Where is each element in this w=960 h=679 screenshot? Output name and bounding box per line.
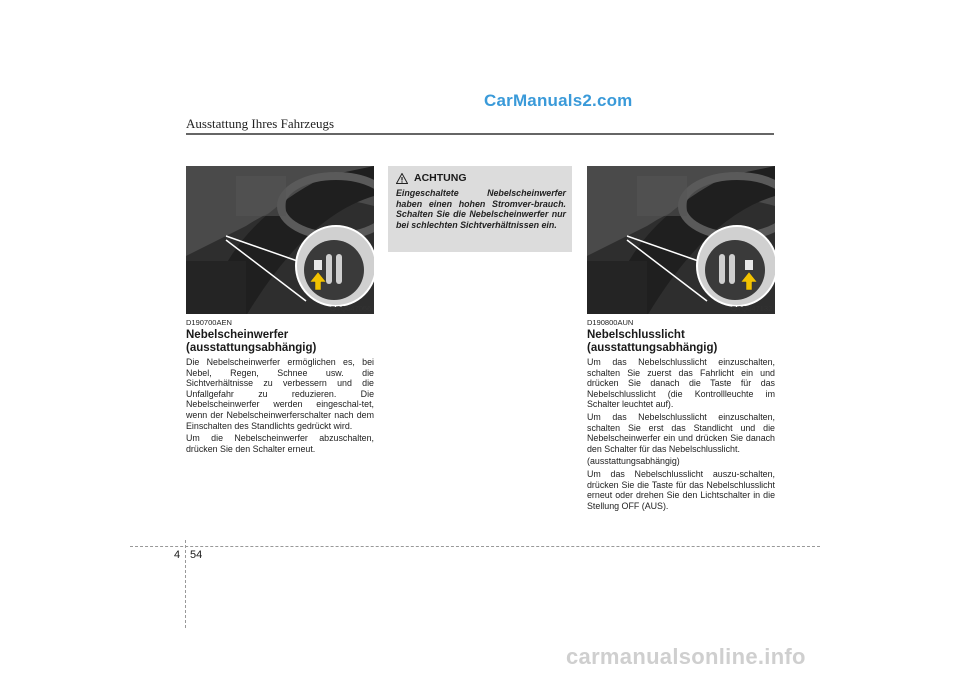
page-header-title: Ausstattung Ihres Fahrzeugs — [186, 116, 335, 131]
warning-box — [388, 166, 572, 252]
heading-line-2: (ausstattungsabhängig) — [587, 341, 718, 354]
paragraph: Um das Nebelschlusslicht einzuschalten, schalten Sie zuerst das Fahrlicht ein und drücken Sie danach die Taste für das Nebelschlusslicht (die Kontrollleuchte im Schalter leuchtet auf). — [587, 357, 775, 410]
paragraph: Die Nebelscheinwerfer ermöglichen es, bei Nebel, Regen, Schnee usw. die Sichtverhältnisse zu verbessern und die Unfallgefahr zu reduzieren. Die Nebelscheinwerfer werden eingeschal-tet, wenn der Nebelscheinwerferschalter nach dem Einschalten des Standlichts gedrückt wird. — [186, 357, 374, 431]
warning-title: ACHTUNG — [414, 172, 467, 184]
warning-title-row — [396, 172, 467, 184]
footer-divider — [130, 546, 820, 547]
section-heading — [186, 329, 374, 354]
heading-line-1: Nebelschlusslicht — [587, 329, 685, 341]
page-number: 54 — [190, 549, 203, 561]
rear-fog-light-section — [587, 318, 775, 513]
section-code: D190800AUN — [587, 318, 634, 327]
watermark-carmanualsonline: carmanualsonline.info — [566, 644, 806, 669]
chapter-number: 4 — [174, 549, 181, 561]
warning-text: Eingeschaltete Nebelscheinwerfer haben einen hohen Stromver-brauch. Schalten Sie die Nebelscheinwerfer nur bei schlechten Sichtverhältnissen ein. — [396, 188, 566, 230]
paragraph: Um das Nebelschlusslicht einzuschalten, schalten Sie erst das Standlicht und die Nebelscheinwerfer ein und drücken Sie danach den Schalter für das Nebelschlusslicht. — [587, 411, 775, 454]
photo-code-left: OTQ047056 — [330, 304, 372, 313]
warning-triangle-icon — [396, 173, 408, 184]
rear-fog-light-switch-photo — [587, 166, 775, 314]
section-code: D190700AEN — [186, 318, 232, 327]
header-divider — [186, 133, 774, 135]
watermark-carmanuals2: CarManuals2.com — [484, 91, 633, 110]
photo-code-right: OTQ047132 — [731, 304, 773, 313]
heading-line-2: (ausstattungsabhängig) — [186, 341, 317, 354]
paragraph: Um die Nebelscheinwerfer abzuschalten, drücken Sie den Schalter erneut. — [186, 433, 374, 454]
fog-light-switch-photo — [186, 166, 374, 314]
heading-line-1: Nebelscheinwerfer — [186, 329, 289, 341]
paragraph: Um das Nebelschlusslicht auszu-schalten, drücken Sie die Taste für das Nebelschlusslicht erneut oder drehen Sie den Lichtschalter in die Stellung OFF (AUS). — [587, 468, 775, 511]
section-heading — [587, 329, 775, 354]
footer-vertical-divider — [185, 540, 186, 628]
fog-light-section — [186, 318, 374, 456]
paragraph: (ausstattungsabhängig) — [587, 456, 680, 467]
